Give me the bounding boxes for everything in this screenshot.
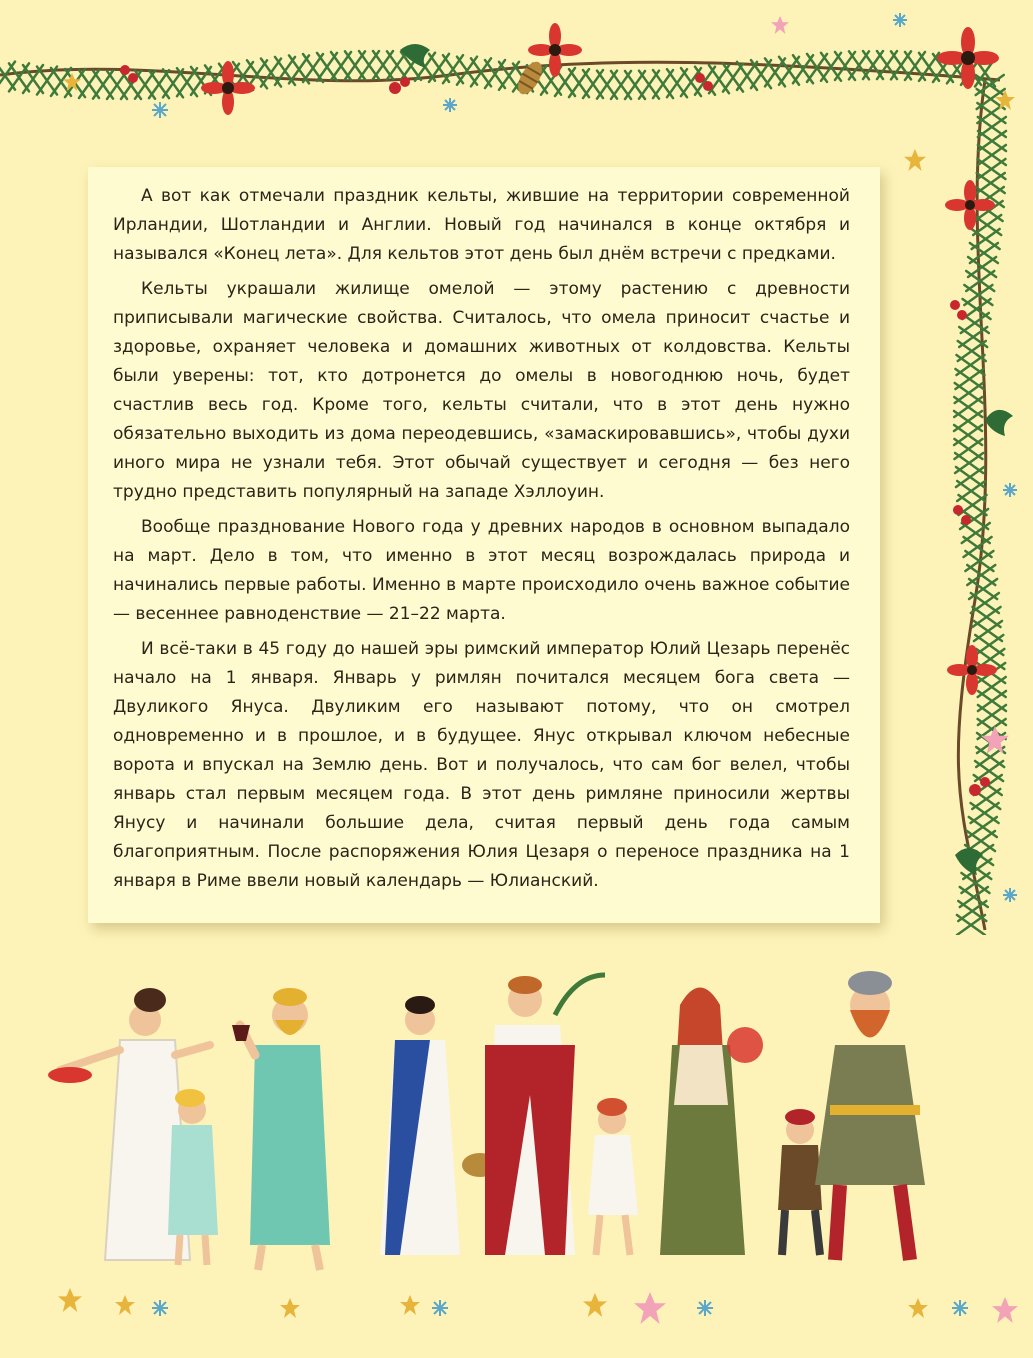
viking-boy-figure	[778, 1109, 822, 1255]
fir-needle	[733, 64, 743, 78]
fir-needle	[986, 789, 1000, 799]
paragraph: А вот как отмечали праздник кельты, жившие на территории современной Ирландии, Шотландии и Англии. Новый год начинался в конце октября и назывался «Конец лета». Для кельтов этот день был днём встречи с предками.	[113, 186, 850, 264]
fir-needle	[537, 79, 547, 93]
fir-needle	[33, 79, 43, 93]
fir-needle	[973, 225, 987, 235]
fir-needle	[960, 897, 974, 907]
paragraph: Вообще празднование Нового года у древних народов в основном выпадало на март. Дело в том, что именно в этот месяц возрождалась природа и начинались первые работы. Именно в марте происходило очень важное событие — весеннее равноденствие — 21–22 марта.	[113, 517, 850, 624]
fir-needle	[285, 57, 295, 71]
fir-needle	[982, 257, 996, 267]
text-card	[88, 167, 880, 923]
fir-needle	[980, 271, 994, 281]
fir-needle	[965, 551, 979, 561]
fir-needle	[983, 817, 997, 827]
bearded-man-figure	[232, 988, 330, 1270]
celtic-woman-figure	[660, 988, 763, 1256]
fir-needle	[961, 883, 975, 893]
fir-needle	[779, 71, 789, 85]
fir-needle	[972, 799, 986, 809]
fir-needle	[969, 827, 983, 837]
fir-needle	[981, 831, 995, 841]
fir-needle	[964, 295, 978, 305]
poinsettia-flower-icon	[945, 180, 995, 230]
fir-needle	[457, 57, 467, 71]
fir-needle	[957, 925, 971, 935]
fir-needle	[983, 589, 997, 599]
fir-needle	[765, 72, 775, 86]
fir-needle	[789, 57, 799, 71]
fir-needle	[481, 72, 491, 86]
fir-needle	[19, 77, 29, 91]
snowflake-icon	[152, 1300, 968, 1316]
fir-needle	[719, 65, 729, 79]
viking-man-figure	[815, 971, 925, 1260]
fir-needle	[243, 62, 253, 76]
fir-needle	[509, 76, 519, 90]
fir-needle	[793, 69, 803, 83]
fir-needle	[977, 859, 991, 869]
fir-needle	[737, 76, 747, 90]
fir-needle	[974, 519, 988, 529]
fir-needle	[723, 78, 733, 92]
fir-needle	[257, 60, 267, 74]
girl-figure	[588, 1098, 638, 1255]
fir-needle	[971, 813, 985, 823]
fir-needle	[705, 67, 715, 81]
paragraph: И всё-таки в 45 году до нашей эры римский император Юлий Цезарь перенёс начало на 1 января. Январь у римлян почитался месяцем бога света — Двуликого Януса. Двуликим его называют потому, что он смотрел одновременно и в прошлое, и в будущее. Янус открывал ключом небесные ворота и впускал на Землю день. Вот и получалось, что сам бог велел, чтобы январь стал первым месяцем года. В этот день римляне приносили жертвы Янусу и начинали большие дела, считая первый день года самым благоприятным. После распоряжения Юлия Цезаря о переносе праздника на 1 января в Риме ввели новый календарь — Юлианский.	[113, 639, 850, 891]
fir-needle	[985, 603, 999, 613]
fir-needle	[9, 63, 19, 77]
fir-needle	[984, 243, 998, 253]
fir-needle	[471, 58, 481, 72]
people-illustration	[0, 935, 1033, 1275]
fir-needle	[961, 323, 975, 333]
fir-needle	[986, 229, 1000, 239]
fir-needle	[0, 76, 5, 90]
fir-needle	[271, 59, 281, 73]
fir-needle	[972, 607, 986, 617]
fir-needle	[761, 60, 771, 74]
article-text	[113, 182, 850, 902]
fir-needle	[974, 621, 988, 631]
fir-needle	[289, 69, 299, 83]
fir-needle	[751, 74, 761, 88]
star-icon	[58, 1288, 928, 1318]
fir-needle	[5, 76, 15, 90]
top-garland	[0, 51, 1000, 99]
fir-needle	[37, 67, 47, 81]
fir-needle	[495, 74, 505, 88]
fir-needle	[981, 575, 995, 585]
fir-needle	[261, 73, 271, 87]
fir-needle	[971, 593, 985, 603]
fir-needle	[985, 803, 999, 813]
fir-needle	[979, 561, 993, 571]
roman-woman-figure	[380, 996, 498, 1255]
fir-needle	[453, 69, 463, 83]
fir-needle	[964, 537, 978, 547]
ground-stars	[0, 1270, 1033, 1358]
paragraph: Кельты украшали жилище омелой — этому растению с древности приписывали магические свойства. Считалось, что омела приносит счастье и здоровье, охраняет человека и домашних животных от колдовства. Кельты были уверены: тот, кто дотронется до омелы в новогоднюю ночь, будет счастлив весь год. Кроме того, кельты считали, что в этот день нужно обязательно выходить из дома переодевшись, «замаскировавшись», чтобы духи иного мира не узнали тебя. Этот обычай существует и сегодня — без него трудно представить популярный на западе Хэллоуин.	[113, 279, 850, 502]
fir-needle	[975, 873, 989, 883]
roman-man-figure	[485, 975, 605, 1255]
fir-needle	[986, 617, 1000, 627]
